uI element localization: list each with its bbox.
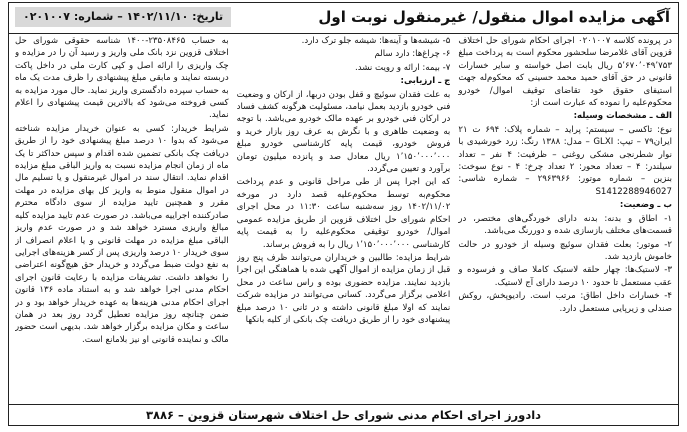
- condition-item: ۲- موتور: بعلت فقدان سوئیچ وسیله از خودرو در حالت خاموش بازدید شد.: [458, 239, 672, 262]
- buyer-terms-paragraph: شرایط خریدار: کسی به عنوان خریدار مزایده شناخته می‌شود که بدوا ۱۰ درصد مبلغ پیشنهادی خود را از طریق دریافت چک بانکی تضمین شده اقدام و سپس حداکثر تا یک ماه از زمان انجام مزایده نسبت به واریز الباقی مبلغ مزایده اقدام نماید. انتقال سند در اموال غیرمنقول و یا تسلیم مال در اموال منقول منوط به واریز کل بهای مزایده در مهلت مقرر و همچنین تایید مزایده از سوی دادگاه محترم صادرکننده اجراییه می‌باشد. در صورت عدم تایید مزایده کلیه مبالغ واریزی مسترد خواهد شد و در صورت عدم واریز الباقی مبلغ مزایده در مهلت قانونی و یا اعلام انصراف از سوی خریدار ۱۰ درصد واریزی پس از کسر هزینه‌های اجرایی به نفع دولت ضبط می‌گردد و خریدار حق هیچ‌گونه اعتراضی را نخواهد داشت. تشریفات مزایده با رعایت قانون اجرای احکام مدنی اجرا خواهد شد و به استناد ماده ۱۳۶ قانون اجرای احکام مدنی هزینه‌ها به عهده خریدار خواهد بود و در ضمن چنانچه روز مزایده تعطیل گردد روز بعد در همان ساعت و مکان مزایده برگزار خواهد شد. بدیهی است حضور مالک و نماینده قانونی او نیز بلامانع است.: [14, 123, 229, 345]
- condition-item: ۳- لاستیک‌ها: چهار حلقه لاستیک کاملا صاف و فرسوده و عقب مستعمل تا حدود ۱۰ درصد دارای آج لاستیک.: [458, 265, 672, 288]
- column-middle: [237, 35, 451, 403]
- vehicle-specs-paragraph: نوع: تاکسی – سیستم: پراید – شماره پلاک: ۶۹۴ ت ۲۱ ایران۷۹ – تیپ: GLXI – مدل: ۱۳۸۸ رنگ: زرد خورشیدی با نوار شطرنجی مشکی روغنی – ظرفیت: ۴ نفر – تعداد سیلندر: ۴ – تعداد محور: ۲ تعداد چرخ: ۴ - نوع سوخت: بنزین – شماره موتور: ۲۹۶۳۹۶۶ – شماره شاسی: S1412288946027: [458, 124, 672, 197]
- column-right: [458, 35, 672, 403]
- notice-title: آگهی مزایده اموال منقول/ غیرمنقول نوبت اول: [318, 8, 670, 26]
- auction-schedule-paragraph: که این اجرا پس از طی مراحل قانونی و عدم پرداخت محکوم‌به توسط محکوم‌علیه قصد دارد در مورخه ۱۴۰۲/۱۱/۰۲ روز سه‌شنبه ساعت ۱۱:۳۰ در محل اجرای احکام شورای حل اختلاف قزوین از طریق مزایده عمومی اموال/ خودرو توقیفی محکوم‌علیه را به قیمت پایه کارشناسی ۱٬۱۵۰٬۰۰۰٬۰۰۰ ریال را به فروش برساند.: [236, 177, 451, 250]
- payment-paragraph: به حساب ۲۳۵۰۸۴۶۵-۱۴۰۰ شناسه حقوقی شورای حل اختلاف قزوین نزد بانک ملی واریز و رسید آن را در مزایده و چک واریزی را ارائه اصل و کپی کارت ملی در داخل پاکت دربسته نمایند و مابقی مبلغ پیشنهادی را ظرف مدت یک ماه به حساب سپرده دادگستری واریز نماید. حال مورد مزایده به کسی فروخته می‌شود که بالاترین قیمت پیشنهادی را اعلام نماید.: [14, 36, 229, 121]
- auction-notice: [8, 2, 679, 426]
- condition-item: ۶- چراغ‌ها: دارد سالم: [374, 49, 451, 60]
- auction-terms-paragraph: شرایط مزایده: طالبین و خریداران می‌توانند ظرف پنج روز قبل از زمان مزایده از اموال آگهی شده با هماهنگی این اجرا بازدید نمایند. مزایده حضوری بوده و راس ساعت در محل اعلامی برگزار می‌گردد. کسانی می‌توانند در مزایده شرکت نمایند که اولا مبلغ قانونی داشته و در ثانی ۱۰ درصد مبلغ پیشنهادی خود را از طریق دریافت چک بانکی از کلیه بانکها: [236, 252, 451, 325]
- date-reference-badge: تاریخ: ۱۴۰۲/۱۱/۱۰ – شماره: ۰۲۰۱۰۰۷: [15, 7, 231, 27]
- appraisal-paragraph: به علت فقدان سوئیچ و قفل بودن دربها، از ارکان و وضعیت فنی خودرو بازدید بعمل نیامد، مسئولیت هرگونه کشف فساد در ارکان فنی خودرو بر عهده مالک خودرو می‌باشد. با توجه به وضعیت ظاهری و با نگرش به عرف روز بازار خرید و فروش خودرو، قیمت پایه کارشناسی خودرو مبلغ ۱٬۱۵۰٬۰۰۰٬۰۰۰ ریال معادل صد و پانزده میلیون تومان برآورد و تعیین می‌گردد.: [236, 89, 451, 175]
- condition-item: ۷- بیمه: ارائه و رویت نشد.: [354, 62, 451, 73]
- section-heading-vehicle-specs: الف ـ مشخصات وسیله:: [573, 111, 672, 122]
- section-heading-condition: ب ـ وضعیت:: [619, 200, 672, 211]
- condition-item: ۵- شیشه‌ها و آینه‌ها: شیشه جلو ترک دارد.: [301, 36, 451, 46]
- condition-item: ۱- اطاق و بدنه: بدنه دارای خوردگی‌های مختصر، در قسمت‌های مختلف بازسازی شده و دوررنگ می‌باشد.: [458, 213, 672, 237]
- notice-signature: دادورز اجرای احکام مدنی شورای حل اختلاف شهرستان قزوین – ۳۸۸۶: [9, 404, 678, 425]
- column-left: [15, 35, 229, 403]
- section-heading-appraisal: ج ـ ارزیابی:: [400, 76, 451, 87]
- condition-item: ۴- خسارات داخل اطاق: مرتب است. رادیوپخش، روکش صندلی و زیرپایی مستعمل دارد.: [458, 291, 672, 314]
- notice-header: [9, 3, 678, 34]
- intro-paragraph: در پرونده کلاسه ۰۲۰۱۰۰۷ اجرای احکام شورای حل اختلاف قزوین آقای غلامرضا سلحشور محکوم است به پرداخت مبلغ ۵٬۶۷۰٬۰۴۹٬۷۵۳ ریال بابت اصل خواسته و سایر خسارات قانونی در حق آقای حمید محمد حسینی که محکوم‌له جهت استیفای حقوق خود تقاضای توقیف اموال/ خودرو محکوم‌علیه را نموده که عبارت است از:: [458, 36, 672, 109]
- notice-columns: [15, 35, 672, 403]
